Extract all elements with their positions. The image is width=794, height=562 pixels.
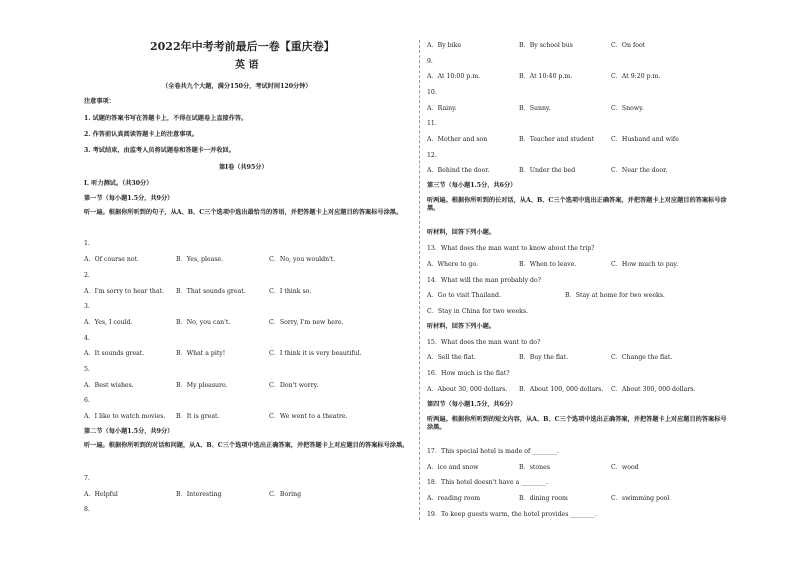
q12-option-c: C．Near the door.	[611, 167, 668, 174]
q14-option-c: C．Stay in China for two weeks.	[427, 308, 528, 315]
q5-number: 5.	[84, 366, 90, 373]
q18-stem: 18．This hotel doesn't have a ________.	[427, 479, 548, 486]
material-1-label: 听材料，回答下列小题。	[427, 229, 496, 236]
q4-number: 4.	[84, 335, 90, 342]
exam-note: （全卷共九个大题，满分150分，考试时间120分钟）	[162, 83, 312, 90]
q18-option-b: B．dining room	[519, 495, 568, 502]
q13-option-c: C．How much to pay.	[611, 261, 679, 268]
q17-option-a: A．ice and snow	[427, 464, 479, 471]
q18-option-c: C．swimming pool	[611, 495, 670, 502]
q3-option-b: B．No, you can't.	[176, 319, 231, 326]
q4-option-a: A．It sounds great.	[84, 350, 145, 357]
subject-title: 英 语	[235, 60, 259, 71]
q8-option-a: A．By bike	[427, 42, 462, 49]
notice-heading: 注意事项：	[84, 98, 115, 105]
q10-option-b: B．Sunny.	[519, 105, 551, 112]
q15-option-b: B．Buy the flat.	[519, 354, 569, 361]
q2-option-a: A．I'm sorry to hear that.	[84, 288, 164, 295]
q9-option-c: C．At 9:20 p.m.	[611, 73, 661, 80]
notice-item-3: 3. 考试结束，由监考人员将试题卷和答题卡一并收回。	[84, 147, 235, 154]
q16-option-c: C．About 300, 000 dollars.	[611, 386, 696, 393]
q6-number: 6.	[84, 397, 90, 404]
q5-option-c: C．Don't worry.	[269, 382, 319, 389]
q13-option-b: B．When to leave.	[519, 261, 577, 268]
q9-option-b: B．At 10:40 p.m.	[519, 73, 573, 80]
q1-option-a: A．Of course not.	[84, 256, 140, 263]
section2-instructions: 听一遍。根据你所听到的对话和问题，从A、B、C三个选项中选出正确答案，并把答题卡上对应题目的答案标号涂黑。	[84, 442, 409, 449]
q12-number: 12.	[427, 152, 437, 159]
q4-option-b: B．What a pity!	[176, 350, 226, 357]
q8-number: 8.	[84, 506, 90, 513]
q15-stem: 15．What does the man want to do?	[427, 339, 541, 346]
q8-option-b: B．By school bus	[519, 42, 573, 49]
q5-option-b: B．My pleasure.	[176, 382, 228, 389]
q1-option-c: C．No, you wouldn't.	[269, 256, 336, 263]
q10-number: 10.	[427, 89, 437, 96]
section2-title: 第二节（每小题1.5分，共9分）	[84, 428, 174, 435]
q1-number: 1.	[84, 240, 90, 247]
q12-option-a: A．Behind the door.	[427, 167, 490, 174]
q14-stem: 14．What will the man probably do?	[427, 277, 542, 284]
q16-option-a: A．About 30, 000 dollars.	[427, 386, 508, 393]
listening-title: I. 听力测试。（共30分）	[84, 180, 153, 187]
q2-number: 2.	[84, 272, 90, 279]
q7-option-b: B．Interesting	[176, 491, 222, 498]
q16-stem: 16．How much is the flat?	[427, 370, 510, 377]
q14-option-a: A．Go to visit Thailand.	[427, 292, 501, 299]
section1-title: 第一节（每小题1.5分，共9分）	[84, 195, 174, 202]
q18-option-a: A．reading room	[427, 495, 481, 502]
notice-item-2: 2. 作答前认真阅读答题卡上的注意事项。	[84, 131, 198, 138]
q9-option-a: A．At 10:00 p.m.	[427, 73, 481, 80]
q2-option-c: C．I think so.	[269, 288, 312, 295]
notice-item-1: 1. 试题的答案书写在答题卡上，不得在试题卷上直接作答。	[84, 115, 248, 122]
q17-option-b: B．stones	[519, 464, 550, 471]
q7-number: 7.	[84, 475, 90, 482]
q15-option-c: C．Change the flat.	[611, 354, 673, 361]
q1-option-b: B．Yes, please.	[176, 256, 224, 263]
q10-option-c: C．Snowy.	[611, 105, 644, 112]
q6-option-b: B．It is great.	[176, 413, 220, 420]
page-title: 2022年中考考前最后一卷【重庆卷】	[150, 40, 335, 53]
q11-option-c: C．Husband and wife	[611, 136, 679, 143]
q11-option-a: A．Mother and son	[427, 136, 488, 143]
q13-option-a: A．Where to go.	[427, 261, 478, 268]
q3-option-c: C．Sorry, I'm new here.	[269, 319, 344, 326]
q11-number: 11.	[427, 120, 437, 127]
q17-stem: 17．This special hotel is made of ________.	[427, 448, 559, 455]
material-2-label: 听材料，回答下列小题。	[427, 323, 496, 330]
section3-title: 第三节（每小题1.5分，共6分）	[427, 182, 517, 189]
q4-option-c: C．I think it is very beautiful.	[269, 350, 362, 357]
section4-title: 第四节（每小题1.5分，共6分）	[427, 401, 517, 408]
q8-option-c: C．On foot	[611, 42, 646, 49]
part1-title: 第Ⅰ卷（共95分）	[219, 164, 268, 171]
q13-stem: 13．What does the man want to know about the trip?	[427, 245, 595, 252]
q6-option-c: C．We went to a theatre.	[269, 413, 348, 420]
q7-option-a: A．Helpful	[84, 491, 118, 498]
q10-option-a: A．Rainy.	[427, 105, 457, 112]
q19-stem: 19．To keep guests warm, the hotel provides ________.	[427, 511, 598, 518]
section1-instructions: 听一遍。根据你所听到的句子，从A、B、C三个选项中选出最恰当的答语，并把答题卡上对应题目的答案标号涂黑。	[84, 209, 403, 216]
q12-option-b: B．Under the bed	[519, 167, 576, 174]
q17-option-c: C．wood	[611, 464, 639, 471]
q16-option-b: B．About 100, 000 dollars.	[519, 386, 604, 393]
q9-number: 9.	[427, 58, 433, 65]
q14-option-b: B．Stay at home for two weeks.	[565, 292, 665, 299]
q11-option-b: B．Teacher and student	[519, 136, 595, 143]
q15-option-a: A．Sell the flat.	[427, 354, 476, 361]
section3-instructions: 听两遍。根据你所听到的长对话，从A、B、C三个选项中选出正确答案，并把答题卡上对应题目的答案标号涂黑。	[427, 197, 727, 212]
q3-option-a: A．Yes, I could.	[84, 319, 133, 326]
q5-option-a: A．Best wishes.	[84, 382, 134, 389]
q7-option-c: C．Boring	[269, 491, 302, 498]
q3-number: 3.	[84, 303, 90, 310]
section4-instructions: 听两遍。根据你所听到的短文内容，从A、B、C三个选项中选出正确答案，并把答题卡上对应题目的答案标号涂黑。	[427, 416, 727, 431]
q2-option-b: B．That sounds great.	[176, 288, 246, 295]
q6-option-a: A．I like to watch movies.	[84, 413, 166, 420]
